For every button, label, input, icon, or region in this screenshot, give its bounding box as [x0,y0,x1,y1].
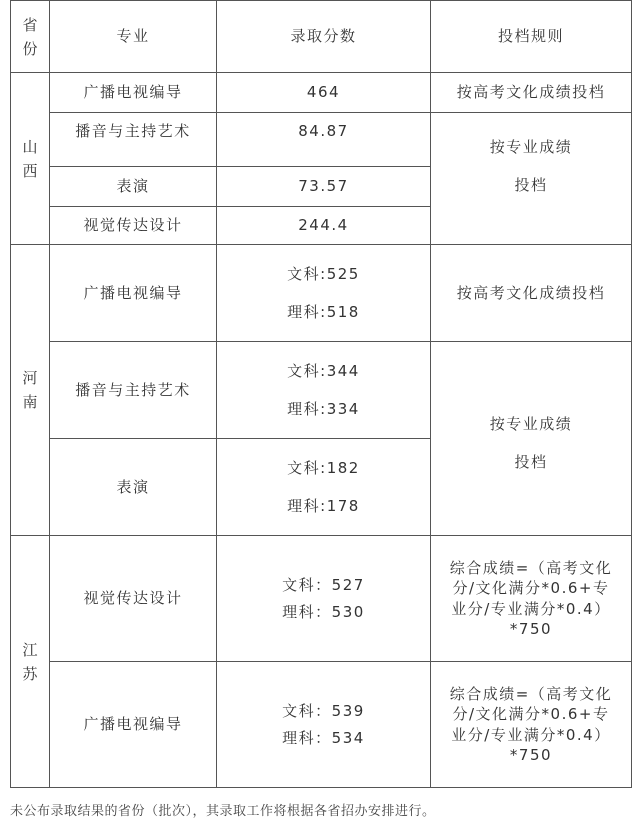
score-cell: 84.87 [217,113,431,167]
admission-score-table [10,0,632,788]
footnote: 未公布录取结果的省份（批次），其录取工作将根据各省招办安排进行。 [10,804,436,819]
rule-cell [431,662,632,788]
rule-line: *750 [509,745,553,764]
score-wen: 文科:525 [287,264,360,283]
major-cell: 广播电视编导 [50,245,217,342]
rule-line: 综合成绩=（高考文化 [449,559,613,577]
score-wen: 文科:344 [287,361,360,380]
table-row [11,73,632,113]
score-wen: 文科：539 [282,702,365,721]
score-li: 理科：534 [282,728,365,747]
score-li: 理科：530 [282,602,365,621]
score-li: 理科:178 [287,497,360,515]
province-shanxi: 山西 [11,73,50,245]
major-cell: 播音与主持艺术 [50,113,217,167]
header-row [11,1,632,73]
header-rule: 投档规则 [431,1,632,73]
rule-cell [431,536,632,662]
province-jiangsu: 江苏 [11,536,50,788]
rule-line: 按专业成绩 [489,415,573,433]
score-wen: 文科：527 [282,576,365,595]
score-cell [217,536,431,662]
score-cell [217,245,431,342]
major-cell: 表演 [50,439,217,536]
score-cell [217,662,431,788]
rule-cell [431,342,632,536]
score-li: 理科:518 [287,303,360,321]
major-cell: 视觉传达设计 [50,207,217,245]
table-row [11,342,632,439]
header-score: 录取分数 [217,1,431,73]
rule-line: 业分/专业满分*0.4） [451,725,611,744]
rule-line: 投档 [514,453,548,472]
rule-line: 分/文化满分*0.6+专 [452,579,610,598]
score-cell [217,439,431,536]
table-row [11,536,632,662]
score-cell [217,342,431,439]
province-henan: 河南 [11,245,50,536]
rule-cell: 按高考文化成绩投档 [431,73,632,113]
rule-line: 按专业成绩 [489,138,573,156]
rule-cell: 按高考文化成绩投档 [431,245,632,342]
rule-line: 投档 [514,176,548,195]
major-cell: 广播电视编导 [50,662,217,788]
score-cell: 464 [217,73,431,113]
major-cell: 播音与主持艺术 [50,342,217,439]
score-wen: 文科:182 [287,458,360,477]
rule-line: *750 [509,619,553,638]
table-row [11,113,632,167]
score-li: 理科:334 [287,400,360,418]
rule-cell [431,113,632,245]
score-cell: 244.4 [217,207,431,245]
table-row [11,245,632,342]
rule-line: 业分/专业满分*0.4） [451,599,611,618]
header-province: 省份 [11,1,50,73]
major-cell: 表演 [50,167,217,207]
rule-line: 分/文化满分*0.6+专 [452,705,610,724]
rule-line: 综合成绩=（高考文化 [449,685,613,703]
major-cell: 视觉传达设计 [50,536,217,662]
major-cell: 广播电视编导 [50,73,217,113]
score-cell: 73.57 [217,167,431,207]
header-major: 专业 [50,1,217,73]
table-row [11,662,632,788]
